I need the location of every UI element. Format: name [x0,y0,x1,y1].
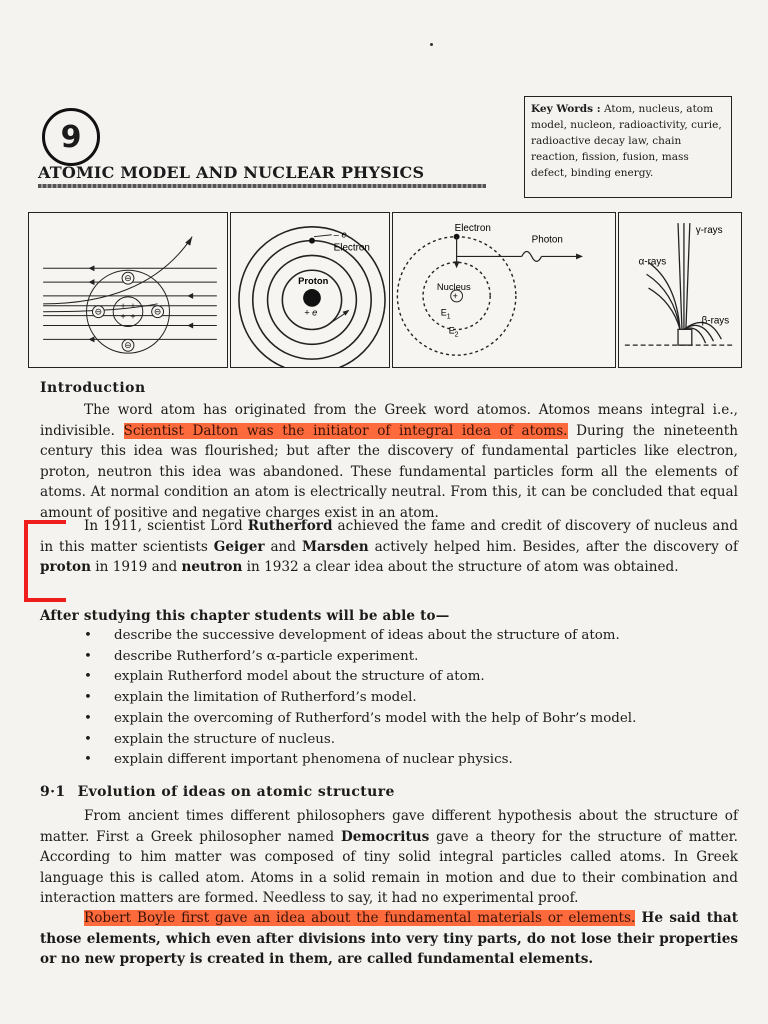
proton-sign: + e [304,307,318,318]
atom-model-diagram [231,213,389,367]
introduction-heading: Introduction [40,380,146,396]
svg-text:⊖: ⊖ [124,340,132,351]
section-heading [40,784,395,800]
figure-atom-model [230,212,390,368]
chapter-number-badge [42,108,100,166]
photon-label: Photon [531,234,563,246]
highlight-boyle: Robert Boyle first gave an idea about the fundamental materials or elements. [84,910,636,926]
name-geiger: Geiger [213,538,265,555]
figure-bohr-model [392,212,616,368]
bohr-electron-label: Electron [454,222,491,234]
chapter-number: 9 [60,119,82,155]
objective-item: • explain the structure of nucleus. [84,730,636,751]
svg-text:⊖: ⊖ [94,306,103,317]
section-p1-text: gave a theory for the structure of matter. According to him matter was composed of tiny solid integral particles called atoms. In Greek language this is called atom. Atoms in a solid remain in motion and due to their combination and interaction matters are formed. Needless to say, it had no experimental proof. [40,828,738,906]
intro-p2-text: In 1911, scientist Lord [84,518,248,534]
nucleus-label: Nucleus [436,282,471,292]
section-number: 9·1 [40,784,66,800]
electron-sign: – e [333,229,347,240]
bohr-model-diagram [393,213,615,367]
section-paragraph-1 [40,806,738,909]
e2-label: $E_2$ [448,325,459,339]
intro-p2-text: and [264,538,302,555]
name-rutherford: Rutherford [247,518,333,534]
objective-item: • explain Rutherford model about the structure of atom. [84,667,636,688]
figures-row [28,212,742,368]
intro-p2-text: achieved the fame and credit of discovery of nucleus and in this matter scientists [40,518,738,555]
objective-item: • describe the successive development of ideas about the structure of atom. [84,626,636,647]
name-democritus: Democritus [340,828,430,845]
svg-text:+: + [452,290,458,301]
objectives-list [84,626,636,771]
term-neutron: neutron [181,559,243,575]
rutherford-scattering-diagram [29,213,227,367]
objective-item: • explain the overcoming of Rutherford’s model with the help of Bohr’s model. [84,709,636,730]
introduction-paragraph-1 [40,400,738,523]
section-title: Evolution of ideas on atomic structure [77,784,395,800]
svg-text:+: + [120,300,126,311]
intro-p2-text: actively helped him. Besides, after the discovery of [368,538,738,555]
intro-p2-text: in 1932 a clear idea about the structure of atom was obtained. [242,559,679,575]
figure-rutherford-scattering [28,212,228,368]
intro-p1-text-b: During the nineteenth century this idea was flourished; but after the discovery of fundamental particles like electron, proton, neutron this idea was abandoned. These fundamental particles form all the elements of atoms. At normal condition an atom is electrically neutral. From this, it can be concluded that equal amount of positive and negative charges exist in an atom. [40,422,738,521]
proton-label: Proton [298,276,329,287]
intro-p2-text: in 1919 and [90,559,182,575]
objective-item: • describe Rutherford’s α-particle experiment. [84,647,636,668]
objective-item: • explain the limitation of Rutherford’s model. [84,688,636,709]
highlight-dalton: Scientist Dalton was the initiator of integral idea of atoms. [123,422,568,439]
figure-radioactive-rays [618,212,742,368]
chapter-title: ATOMIC MODEL AND NUCLEAR PHYSICS [38,163,425,182]
key-words-label: Key Words : [531,103,601,115]
introduction-paragraph-2 [40,516,738,578]
svg-text:⊖: ⊖ [124,273,132,284]
section-p2-text: He said that those elements, which even after divisions into very tiny parts, do not lose their properties or no new property is created in them, are called fundamental elements. [40,910,738,967]
objective-item: • explain different important phenomena of nuclear physics. [84,750,636,771]
proton-dot [303,289,321,307]
key-words-box [524,96,732,198]
svg-text:+: + [130,300,136,311]
section-p1-text: From ancient times different philosophers gave different hypothesis about the structure of matter. First a Greek philosopher named [40,808,738,845]
term-proton: proton [40,559,91,575]
title-underline [38,184,486,188]
beta-rays-label: β-rays [701,315,730,327]
gamma-rays-label: γ-rays [695,224,723,236]
svg-text:+: + [120,311,126,322]
name-marsden: Marsden [301,538,369,555]
svg-text:+: + [130,311,136,322]
electron-label: Electron [333,242,370,254]
svg-text:⊖: ⊖ [153,306,162,317]
intro-p1-text-a: The word atom has originated from the Greek word atomos. Atomos means integral i.e., indivisible. [40,402,738,439]
radioactive-rays-diagram [619,213,741,367]
alpha-rays-label: α-rays [638,256,667,268]
section-paragraph-2 [40,908,738,970]
page-speck [430,43,433,46]
e1-label: $E_1$ [440,307,451,321]
objectives-lead: After studying this chapter students will be able to— [40,608,450,624]
key-words-text: Atom, nucleus, atom model, nucleon, radioactivity, curie, radioactive decay law, chain reaction, fission, fusion, mass defect, binding energy. [531,103,722,179]
